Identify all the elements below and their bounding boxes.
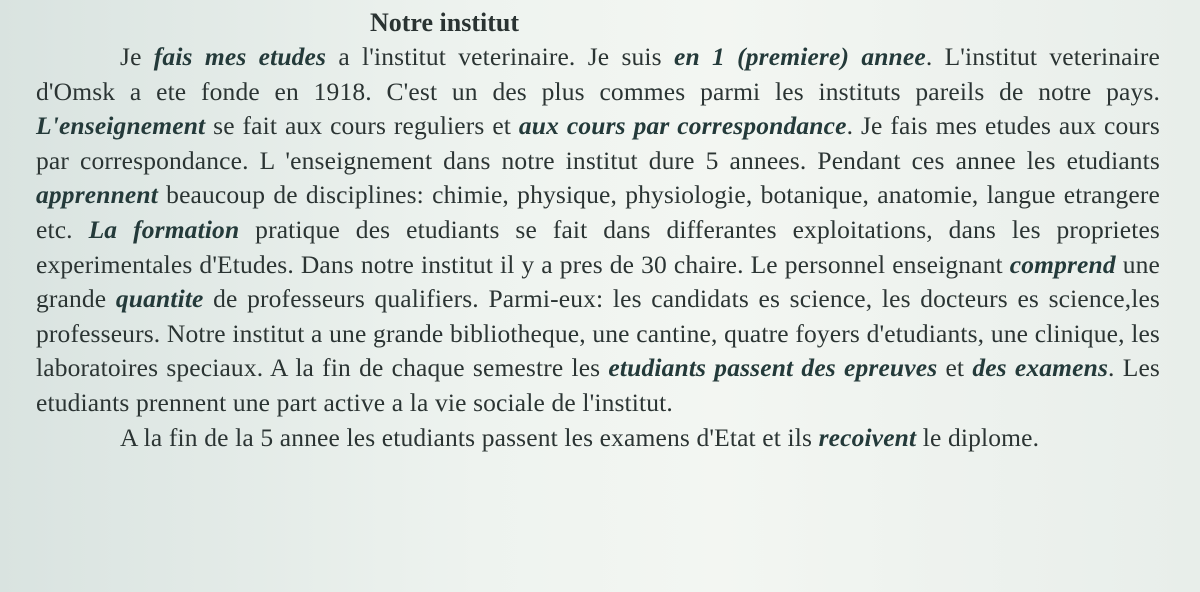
- text-run: le diplome.: [916, 422, 1040, 452]
- emphasized-text: comprend: [1009, 249, 1116, 279]
- emphasized-text: en 1 (premiere) annee: [673, 42, 926, 71]
- text-run: et: [937, 353, 973, 383]
- paragraph-1: [36, 40, 1160, 421]
- emphasized-text: La formation: [88, 214, 240, 244]
- emphasized-text: aux cours par correspondance: [518, 111, 847, 141]
- text-run: beaucoup de disciplines: chimie, physique, physiologie, botanique, anatomie, langue etrangere etc.: [36, 180, 1160, 244]
- emphasized-text: fais mes etudes: [153, 42, 327, 71]
- text-run: . L'institut veterinaire d'Omsk a ete fonde en 1918. C'est un des plus commes parmi les instituts pareils de notre pays.: [36, 42, 1160, 106]
- text-run: a l'institut veterinaire. Je suis: [326, 42, 674, 71]
- text-run: de professeurs qualifiers. Parmi-eux: les candidats es science, les docteurs es science,les professeurs. Notre institut a une grande bibliotheque, une cantine, quatre foyers d'etudiants, une clinique, les laboratoires speciaux. A la fin de chaque semestre les: [36, 284, 1160, 383]
- document-title: Notre institut: [370, 8, 520, 37]
- text-run: pratique des etudiants se fait dans differantes exploitations, dans les proprietes experimentales d'Etudes. Dans notre institut il y a pres de 30 chaire. Le personnel enseignant: [36, 214, 1160, 279]
- text-run: . Je fais mes etudes aux cours par correspondance. L 'enseignement dans notre institut dure 5 annees. Pendant ces annee les etudiants: [36, 111, 1160, 175]
- text-run: . Les etudiants prennent une part active a la vie sociale de l'institut.: [36, 353, 1160, 417]
- emphasized-text: recoivent: [818, 422, 917, 452]
- text-run: une grande: [36, 249, 1161, 314]
- emphasized-text: apprennent: [36, 180, 158, 210]
- paragraph-2: [36, 421, 1160, 456]
- emphasized-text: etudiants passent des epreuves: [608, 353, 938, 383]
- emphasized-text: des examens: [972, 353, 1109, 383]
- text-run: Je: [120, 42, 154, 71]
- emphasized-text: L'enseignement: [36, 111, 206, 141]
- emphasized-text: quantite: [115, 284, 204, 314]
- text-run: se fait aux cours reguliers et: [205, 111, 519, 141]
- text-run: A la fin de la 5 annee les etudiants passent les examens d'Etat et ils: [120, 422, 819, 452]
